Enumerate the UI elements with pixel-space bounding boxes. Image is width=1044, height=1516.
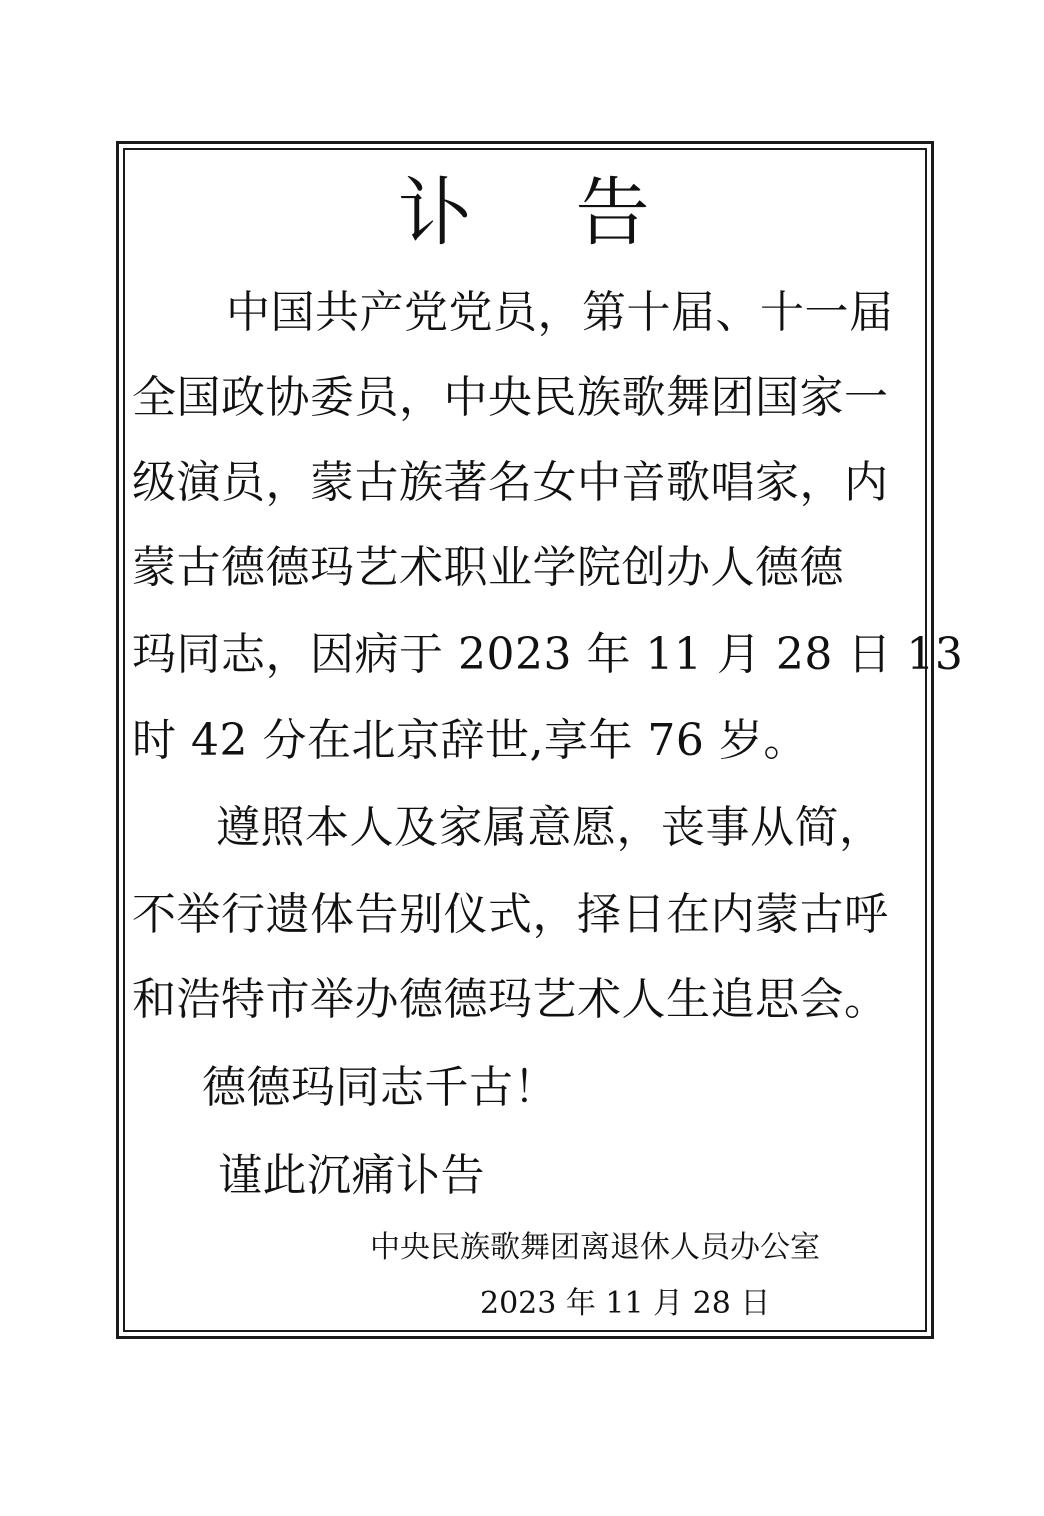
paragraph1-line-6: 时 42 分在北京辞世,享年 76 岁。 bbox=[132, 715, 808, 766]
paragraph2-line-2: 不举行遗体告别仪式，择日在内蒙古呼 bbox=[132, 889, 889, 940]
signature-date: 2023 年 11 月 28 日 bbox=[480, 1286, 771, 1321]
paragraph1-line-4: 蒙古德德玛艺术职业学院创办人德德 bbox=[132, 542, 844, 593]
notice-title: 讣 告 bbox=[398, 170, 690, 256]
paragraph2-line-1: 遵照本人及家属意愿，丧事从简， bbox=[216, 802, 884, 853]
signature-organization: 中央民族歌舞团离退休人员办公室 bbox=[370, 1230, 820, 1265]
paragraph1-line-3: 级演员，蒙古族著名女中音歌唱家，内 bbox=[132, 457, 889, 508]
paragraph2-line-3: 和浩特市举办德德玛艺术人生追思会。 bbox=[132, 974, 889, 1025]
tribute-line: 德德玛同志千古！ bbox=[202, 1062, 558, 1113]
paragraph1-line-1: 中国共产党党员，第十届、十一届 bbox=[226, 287, 894, 338]
paragraph1-line-2: 全国政协委员，中央民族歌舞团国家一 bbox=[132, 372, 889, 423]
closing-line: 谨此沉痛讣告 bbox=[218, 1150, 485, 1201]
paragraph1-line-5: 玛同志，因病于 2023 年 11 月 28 日 13 bbox=[132, 629, 964, 680]
